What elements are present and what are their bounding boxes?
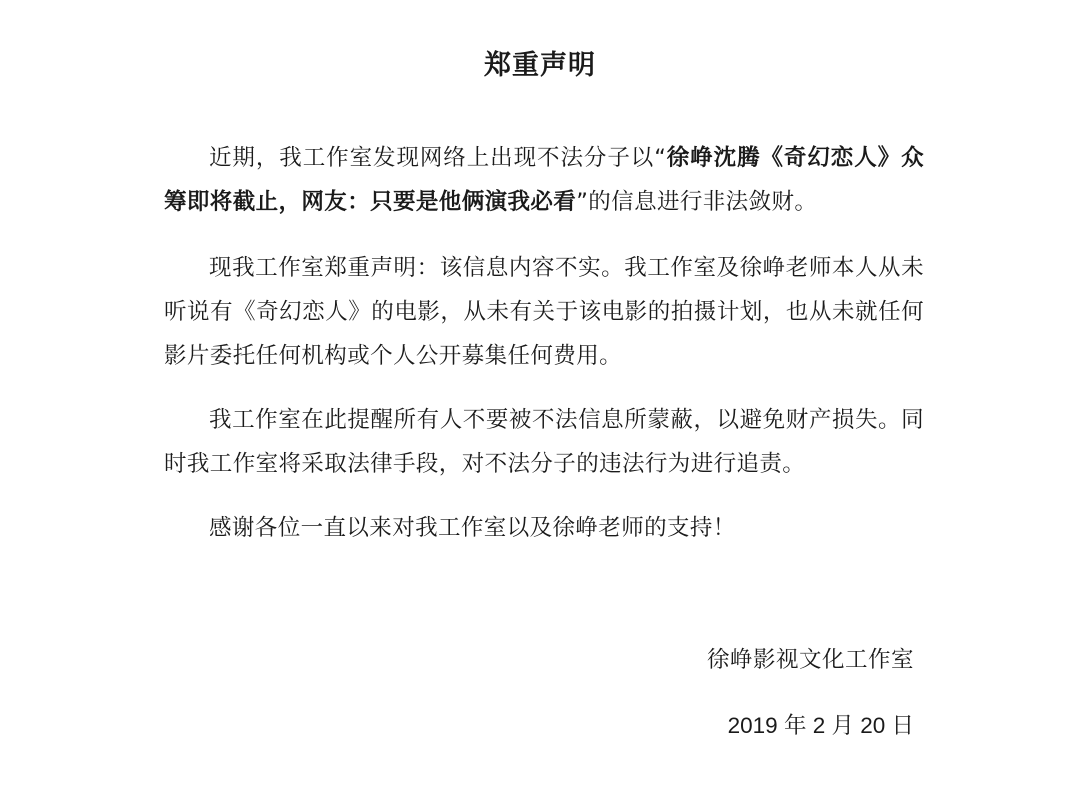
paragraph-1-intro: 近期，我工作室发现网络上出现不法分子以	[209, 145, 655, 171]
quoted-fraud-message: 徐峥沈腾《奇幻恋人》众筹即将截止，网友：只要是他俩演我必看	[164, 145, 924, 215]
signature: 徐峥影视文化工作室	[706, 647, 914, 673]
paragraph-1	[164, 136, 924, 224]
quote-open-mark: “	[654, 145, 667, 171]
paragraph-2: 现我工作室郑重声明：该信息内容不实。我工作室及徐峥老师本人从未听说有《奇幻恋人》的电影，从未有关于该电影的拍摄计划，也从未就任何影片委托任何机构或个人公开募集任何费用。	[164, 255, 924, 369]
paragraph-4: 感谢各位一直以来对我工作室以及徐峥老师的支持！	[209, 515, 736, 541]
paragraph-3: 我工作室在此提醒所有人不要被不法信息所蒙蔽，以避免财产损失。同时我工作室将采取法律手段，对不法分子的违法行为进行追责。	[164, 407, 924, 477]
quote-close-mark: ”	[576, 189, 589, 215]
paragraph-1-rest: 的信息进行非法敛财。	[588, 189, 818, 215]
document-title: 郑重声明	[484, 50, 596, 81]
date: 2019 年 2 月 20 日	[727, 713, 914, 738]
